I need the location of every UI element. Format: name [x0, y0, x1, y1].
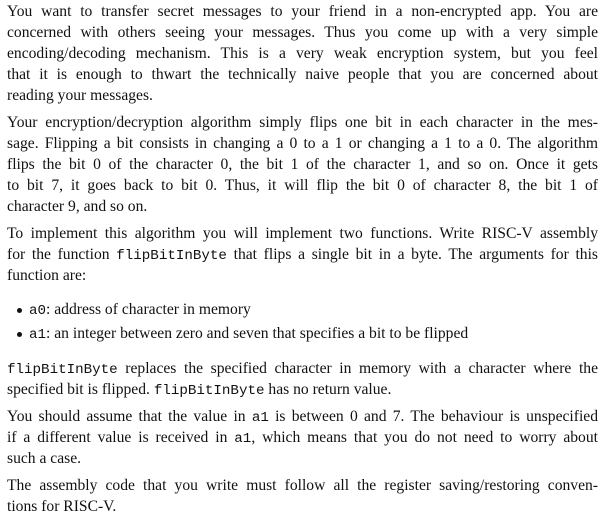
- text-line: [7, 133, 598, 154]
- text-segment: is between 0 and 7. The behaviour is unspecified: [268, 408, 598, 425]
- text-line: [7, 265, 598, 286]
- text-line: [7, 406, 598, 427]
- text-segment: You want to transfer secret messages to your friend in a non-encrypted app. You are: [7, 3, 598, 20]
- text-line: [7, 64, 598, 85]
- text-segment: for the function: [7, 246, 117, 263]
- text-line: [7, 427, 598, 448]
- code-identifier: flipBitInByte: [116, 248, 227, 264]
- text-line: [7, 244, 598, 265]
- code-identifier: a0: [29, 303, 47, 319]
- intro-paragraphs: [7, 1, 598, 286]
- text-segment: The assembly code that you write must follow all the register saving/restoring conven-: [7, 477, 598, 494]
- paragraph: [7, 1, 598, 106]
- list-item: [7, 298, 598, 322]
- text-segment: function are:: [7, 267, 87, 284]
- text-segment: : address of character in memory: [46, 301, 251, 318]
- text-line: [7, 22, 598, 43]
- text-line: [7, 112, 598, 133]
- text-segment: To implement this algorithm you will implement two functions. Write RISC-V assembly: [7, 225, 598, 242]
- text-line: [7, 358, 598, 379]
- paragraph: [7, 112, 598, 217]
- text-line: [7, 223, 598, 244]
- text-segment: replaces the specified character in memory with a character where the: [117, 360, 598, 377]
- text-segment: if a different value is received in: [7, 429, 235, 446]
- code-identifier: a1: [234, 431, 252, 447]
- text-segment: such a case.: [7, 450, 82, 467]
- list-item: [7, 322, 598, 346]
- text-segment: Your encryption/decryption algorithm simply flips one bit in each character in the mes-: [7, 114, 598, 131]
- text-line: [7, 496, 598, 517]
- text-line: [7, 196, 598, 217]
- text-line: [7, 154, 598, 175]
- text-line: [7, 175, 598, 196]
- closing-paragraphs: [7, 358, 598, 517]
- text-line: [7, 379, 598, 400]
- text-line: [7, 43, 598, 64]
- text-segment: encoding/decoding mechanism. This is a very weak encryption system, but you feel: [7, 45, 598, 62]
- text-line: [7, 448, 598, 469]
- text-segment: reading your messages.: [7, 87, 153, 104]
- text-segment: to bit 7, it goes back to bit 0. Thus, it will flip the bit 0 of character 8, the bit 1 of: [7, 177, 598, 194]
- text-line: [7, 475, 598, 496]
- text-segment: sage. Flipping a bit consists in changing a 0 to a 1 or changing a 1 to a 0. The algorithm: [7, 135, 598, 152]
- text-segment: that flips a single bit in a byte. The arguments for this: [226, 246, 598, 263]
- code-identifier: flipBitInByte: [153, 383, 265, 399]
- text-segment: that it is enough to thwart the technically naive people that you are concerned about: [7, 66, 598, 83]
- code-identifier: a1: [29, 327, 47, 343]
- paragraph: [7, 223, 598, 286]
- text-segment: concerned with others seeing your messages. Thus you come up with a very simple: [7, 24, 598, 41]
- paragraph: [7, 406, 598, 469]
- paragraph: [7, 358, 598, 400]
- code-identifier: flipBitInByte: [7, 362, 118, 378]
- text-segment: flips the bit 0 of the character 0, the bit 1 of the character 1, and so on. Once it gets: [7, 156, 598, 173]
- text-line: [7, 85, 598, 106]
- text-segment: tions for RISC-V.: [7, 498, 117, 515]
- text-segment: : an integer between zero and seven that specifies a bit to be flipped: [46, 325, 469, 342]
- code-identifier: a1: [251, 410, 269, 426]
- text-segment: , which means that you do not need to worry about: [251, 429, 598, 446]
- paragraph: [7, 475, 598, 517]
- text-segment: character 9, and so on.: [7, 198, 148, 215]
- text-line: [7, 1, 598, 22]
- text-segment: specified bit is flipped.: [7, 381, 154, 398]
- text-segment: You should assume that the value in: [7, 408, 252, 425]
- text-segment: has no return value.: [264, 381, 392, 398]
- argument-list: [7, 298, 598, 346]
